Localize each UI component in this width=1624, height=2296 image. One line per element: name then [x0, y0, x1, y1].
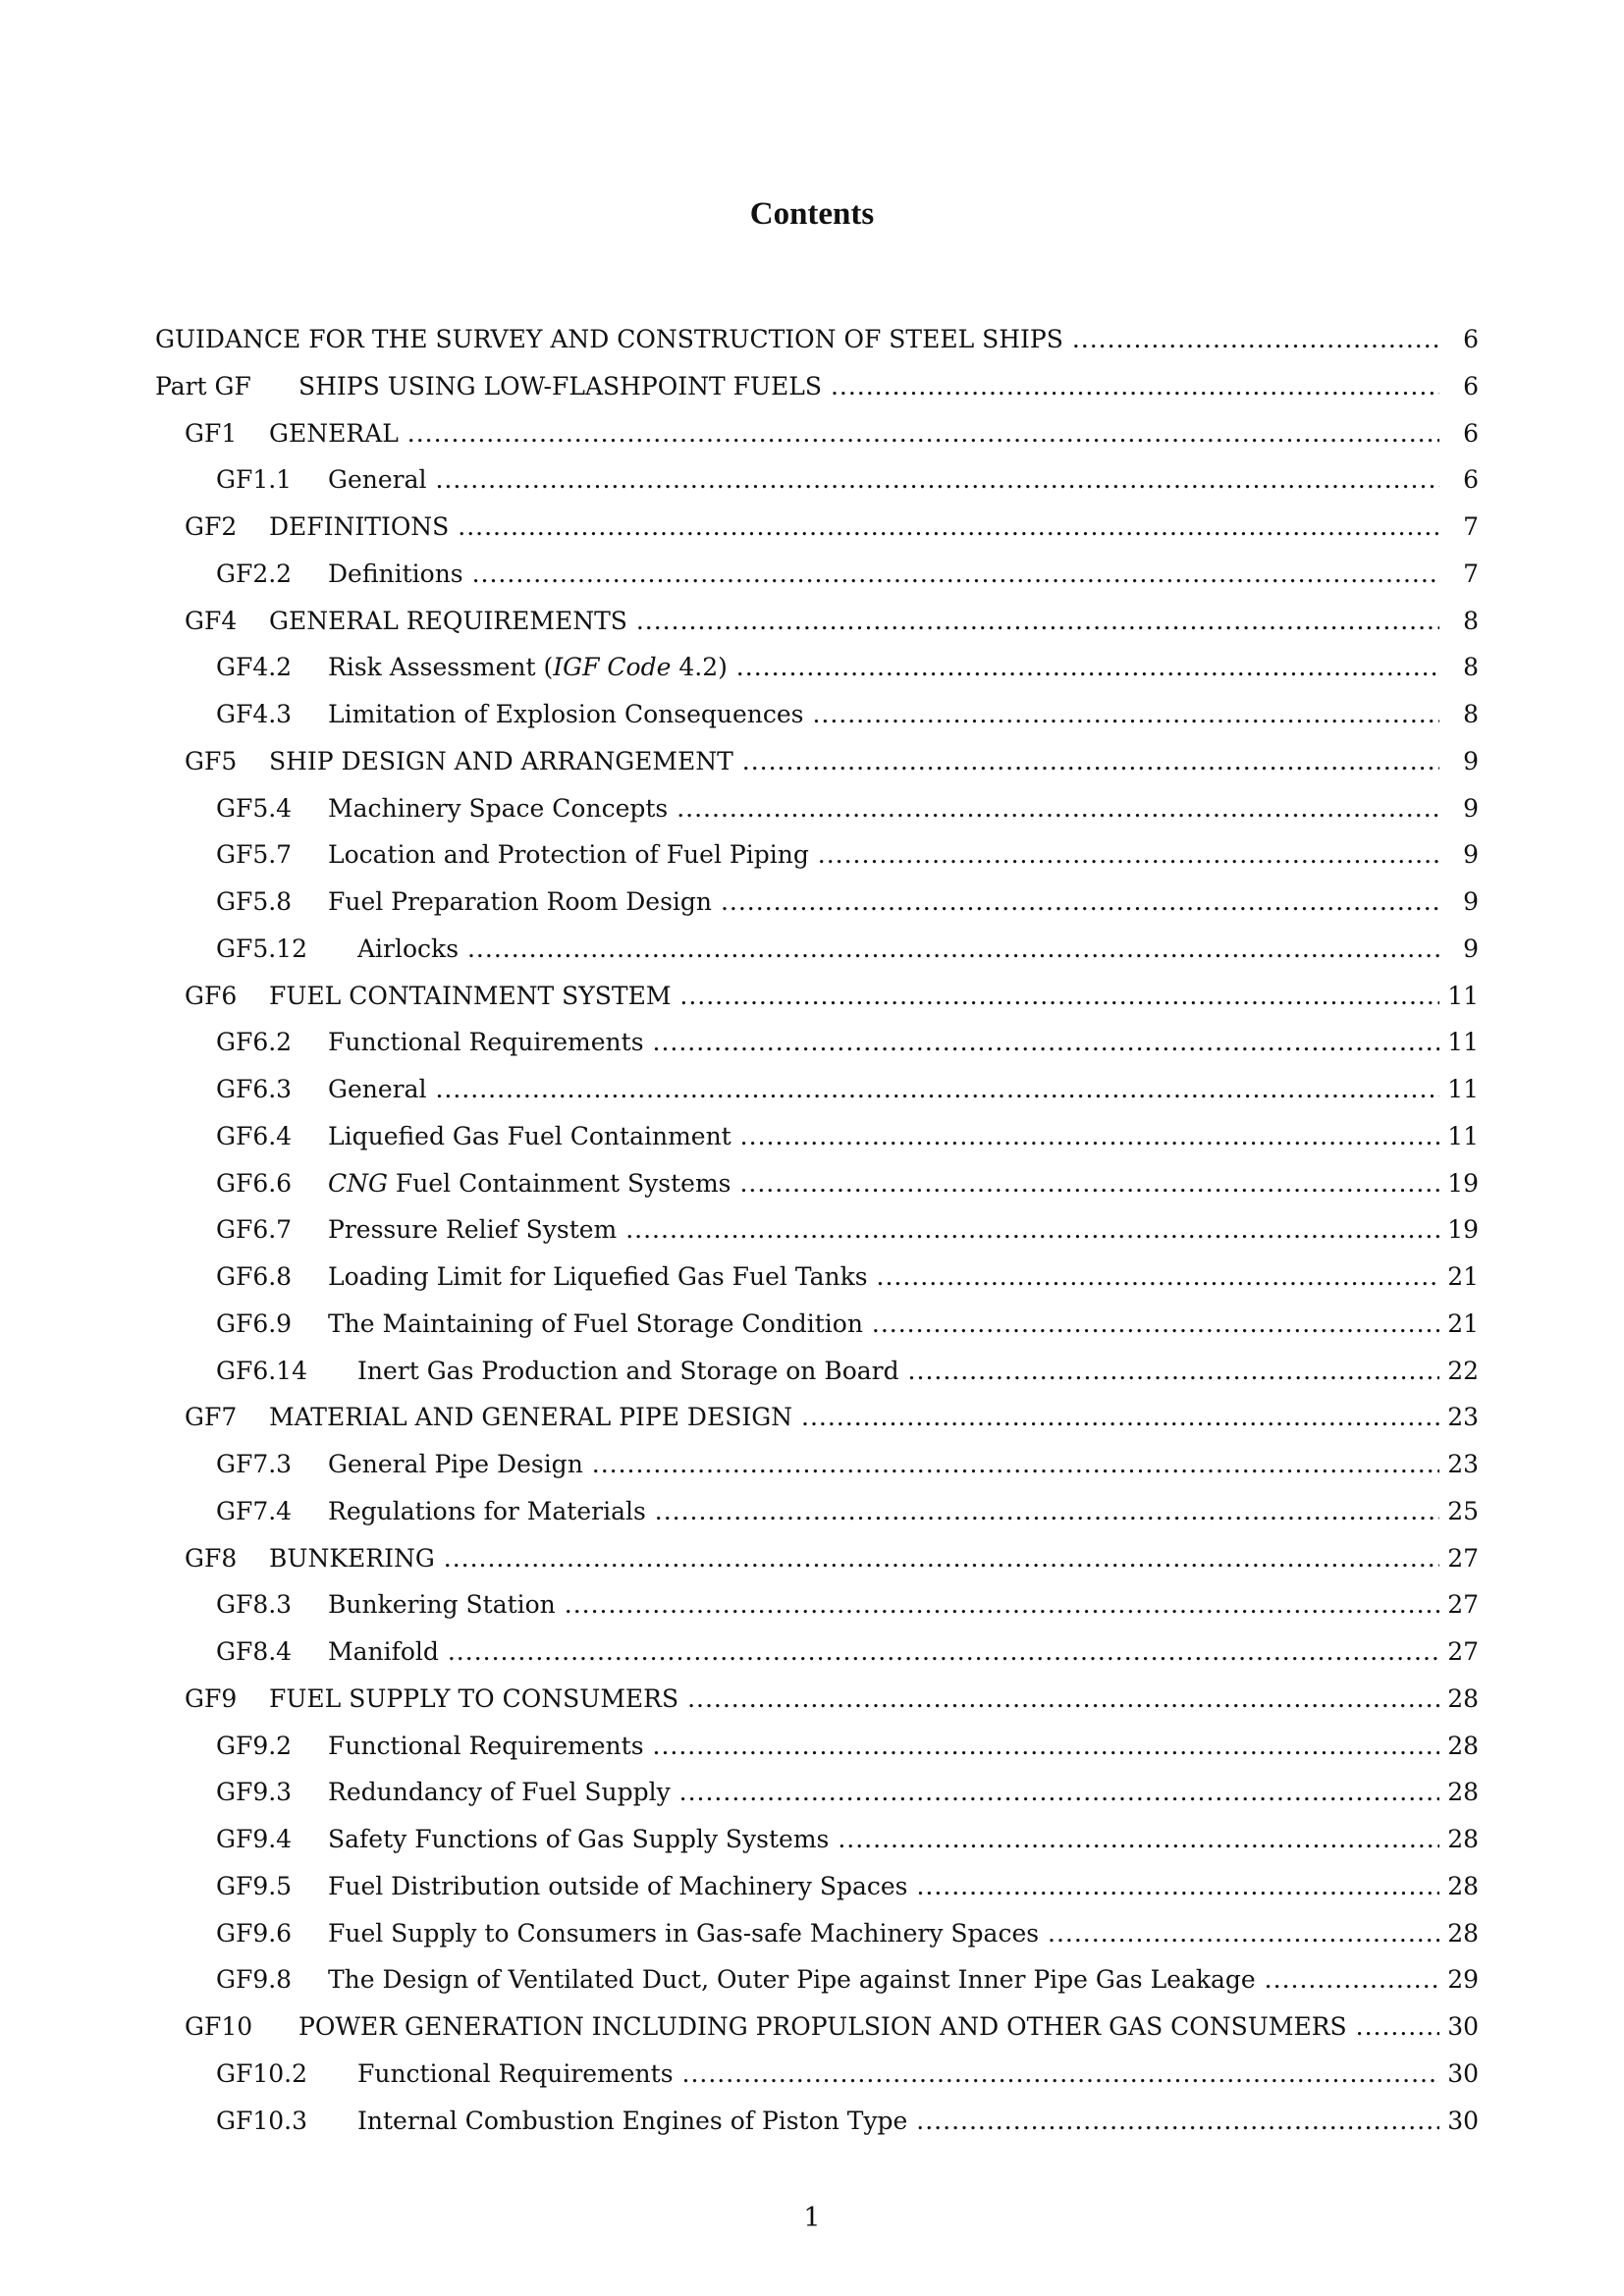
toc-entry-italic: IGF Code — [553, 653, 672, 682]
toc-entry-label — [185, 1394, 1439, 1441]
toc-entry-page: 6 — [1443, 316, 1479, 363]
toc-entry[interactable] — [155, 1301, 1479, 1348]
toc-entry[interactable] — [155, 1676, 1479, 1723]
toc-entry-page: 28 — [1443, 1863, 1479, 1910]
toc-entry-label — [216, 1441, 1439, 1488]
toc-entry-number: GF4.3 — [216, 700, 293, 728]
toc-entry[interactable] — [155, 1956, 1479, 2003]
toc-entry-page: 21 — [1443, 1254, 1479, 1301]
toc-entry-title: Location and Protection of Fuel Piping — [328, 840, 809, 870]
toc-entry-title: The Maintaining of Fuel Storage Condition — [328, 1308, 863, 1338]
toc-entry-page: 28 — [1443, 1910, 1479, 1957]
toc-entry-title: Fuel Preparation Room Design — [328, 887, 713, 916]
toc-entry-label — [216, 456, 1439, 504]
toc-entry-italic: CNG — [328, 1168, 388, 1198]
toc-entry[interactable] — [155, 1348, 1479, 1395]
toc-entry-page: 11 — [1443, 1113, 1479, 1160]
toc-entry-page: 7 — [1443, 551, 1479, 598]
toc-entry-title: Fuel Distribution outside of Machinery Spaces — [328, 1871, 908, 1900]
toc-entry-title: Fuel Supply to Consumers in Gas-safe Machinery Spaces — [328, 1918, 1040, 1948]
toc-entry-title: GENERAL — [269, 418, 399, 448]
toc-entry-number: GF9.4 — [216, 1825, 293, 1853]
toc-entry-number: GF2 — [185, 512, 238, 541]
toc-entry-page: 22 — [1443, 1348, 1479, 1395]
toc-entry-page: 28 — [1443, 1676, 1479, 1723]
page-number: 1 — [803, 2203, 821, 2233]
toc-entry-label — [216, 1863, 1439, 1910]
toc-entry-number: GF10 — [185, 2012, 253, 2041]
toc-entry-label — [216, 1581, 1439, 1629]
toc-entry-number: GF6.3 — [216, 1075, 293, 1103]
toc-entry-label — [185, 1535, 1439, 1582]
toc-entry-title: Manifold — [328, 1637, 439, 1666]
toc-entry-title: Limitation of Explosion Consequences — [328, 700, 804, 728]
toc-entry-title: BUNKERING — [269, 1543, 435, 1573]
toc-entry-title: Safety Functions of Gas Supply Systems — [328, 1825, 830, 1853]
toc-entry-label — [185, 738, 1439, 785]
toc-entry-label — [216, 1769, 1439, 1816]
toc-entry-number: GF1.1 — [216, 465, 293, 495]
toc-entry-number: GF4.2 — [216, 653, 293, 682]
toc-entry-label — [216, 1910, 1439, 1957]
toc-entry-title-tail: 4.2) — [671, 653, 728, 682]
toc-entry-title: Inert Gas Production and Storage on Board — [357, 1356, 899, 1385]
toc-entry-number: GF6.6 — [216, 1168, 293, 1198]
toc-entry-number: GF6.4 — [216, 1121, 293, 1150]
toc-entry-page: 6 — [1443, 410, 1479, 457]
toc-entry-title: Regulations for Materials — [328, 1496, 646, 1525]
toc-entry-title: SHIP DESIGN AND ARRANGEMENT — [269, 746, 733, 775]
toc-entry-page: 27 — [1443, 1535, 1479, 1582]
toc-entry[interactable] — [155, 363, 1479, 410]
toc-entry[interactable] — [155, 831, 1479, 879]
toc-entry-page: 9 — [1443, 831, 1479, 879]
toc-entry-page: 11 — [1443, 1066, 1479, 1113]
toc-entry-number: GF6 — [185, 981, 238, 1010]
toc-entry-number: GF6.7 — [216, 1215, 293, 1245]
toc-entry-label — [185, 598, 1439, 645]
toc-entry-number: GF9.8 — [216, 1965, 293, 1995]
toc-entry-number: GF7 — [185, 1403, 238, 1432]
toc-entry-page: 27 — [1443, 1581, 1479, 1629]
toc-entry[interactable] — [155, 598, 1479, 645]
toc-entry-label — [216, 551, 1439, 598]
toc-entry-title: POWER GENERATION INCLUDING PROPULSION AND OTHER GAS CONSUMERS — [298, 2012, 1347, 2041]
toc-entry-title: GENERAL REQUIREMENTS — [269, 606, 627, 635]
toc-entry-label — [216, 1723, 1439, 1770]
toc-entry-label — [216, 1348, 1439, 1395]
toc-entry-number: GF5 — [185, 746, 238, 775]
toc-entry-label — [216, 1066, 1439, 1113]
toc-entry[interactable] — [155, 1113, 1479, 1160]
toc-entry-number: GF4 — [185, 606, 238, 635]
toc-entry-title: GUIDANCE FOR THE SURVEY AND CONSTRUCTION OF STEEL SHIPS — [155, 325, 1063, 353]
toc-entry-label — [216, 785, 1439, 832]
toc-entry-page: 19 — [1443, 1206, 1479, 1254]
toc-entry-number: GF5.8 — [216, 887, 293, 916]
toc-entry[interactable] — [155, 1488, 1479, 1535]
toc-entry-title: General Pipe Design — [328, 1450, 583, 1478]
toc-entry-title: Risk Assessment ( — [328, 653, 554, 682]
toc-entry-label — [216, 644, 1439, 691]
toc-entry-label — [216, 691, 1439, 738]
toc-entry-page: 23 — [1443, 1394, 1479, 1441]
toc-entry-page: 19 — [1443, 1160, 1479, 1207]
toc-entry-page: 28 — [1443, 1816, 1479, 1863]
toc-entry-label — [216, 1206, 1439, 1254]
toc-entry-number: GF10.2 — [216, 2058, 307, 2088]
toc-entry-number: GF8.4 — [216, 1637, 293, 1666]
toc-entry-number: GF9.5 — [216, 1871, 293, 1900]
toc-entry-label — [216, 1816, 1439, 1863]
toc-entry-label — [185, 410, 1439, 457]
toc-entry-label — [216, 1301, 1439, 1348]
toc-entry-number: GF5.4 — [216, 793, 293, 823]
toc-entry[interactable] — [155, 1581, 1479, 1629]
toc-entry-title: SHIPS USING LOW-FLASHPOINT FUELS — [298, 371, 822, 400]
toc-entry[interactable] — [155, 1394, 1479, 1441]
toc-entry-title: Pressure Relief System — [328, 1215, 618, 1245]
toc-entry-number: GF7.4 — [216, 1496, 293, 1525]
toc-entry-page: 6 — [1443, 363, 1479, 410]
toc-entry-number: Part GF — [155, 371, 251, 400]
toc-entry-label — [216, 1019, 1439, 1066]
toc-entry[interactable] — [155, 644, 1479, 691]
toc-entry-title: Redundancy of Fuel Supply — [328, 1778, 671, 1807]
toc-entry-page: 8 — [1443, 691, 1479, 738]
toc-entry-page: 9 — [1443, 926, 1479, 973]
toc-entry[interactable] — [155, 2098, 1479, 2145]
toc-entry-title: Internal Combustion Engines of Piston Type — [357, 2106, 908, 2135]
toc-entry-number: GF7.3 — [216, 1450, 293, 1478]
toc-entry-label — [216, 1956, 1439, 2003]
toc-entry[interactable] — [155, 785, 1479, 832]
toc-entry-page: 8 — [1443, 598, 1479, 645]
toc-entry-page: 11 — [1443, 1019, 1479, 1066]
toc-entry-label — [216, 1113, 1439, 1160]
toc-entry-label — [185, 973, 1439, 1020]
toc-entry-number: GF9.2 — [216, 1731, 293, 1760]
toc-entry-title: Functional Requirements — [328, 1028, 644, 1057]
toc-entry-number: GF1 — [185, 418, 238, 448]
toc-entry-title: DEFINITIONS — [269, 512, 450, 541]
toc-entry[interactable] — [155, 1723, 1479, 1770]
toc-entry-label — [216, 1254, 1439, 1301]
toc-entry[interactable] — [155, 1206, 1479, 1254]
toc-entry-page: 30 — [1443, 2003, 1479, 2051]
toc-entry-page: 28 — [1443, 1769, 1479, 1816]
toc-entry-label — [216, 926, 1439, 973]
toc-entry-title: Definitions — [328, 559, 463, 588]
toc-entry-label — [155, 363, 1439, 410]
toc-entry-title: Functional Requirements — [357, 2058, 674, 2088]
toc-entry-label — [216, 1160, 1439, 1207]
toc-entry-page: 28 — [1443, 1723, 1479, 1770]
page-title: Contents — [749, 196, 875, 232]
toc-entry-label — [216, 1629, 1439, 1676]
toc-entry-label — [216, 2098, 1439, 2145]
toc-entry-number: GF5.12 — [216, 934, 307, 963]
toc-entry-title: Loading Limit for Liquefied Gas Fuel Tanks — [328, 1262, 868, 1291]
toc-entry[interactable] — [155, 879, 1479, 926]
toc-entry-label — [185, 1676, 1439, 1723]
toc-entry[interactable] — [155, 2003, 1479, 2051]
toc-entry-label — [185, 504, 1439, 551]
toc-entry[interactable] — [155, 1769, 1479, 1816]
table-of-contents — [155, 316, 1479, 2144]
toc-entry-number: GF9.6 — [216, 1918, 293, 1948]
toc-entry-label — [216, 1488, 1439, 1535]
toc-entry-title: Machinery Space Concepts — [328, 793, 669, 823]
toc-entry-title: General — [328, 1075, 427, 1103]
toc-entry-number: GF6.14 — [216, 1356, 307, 1385]
toc-entry-title: Liquefied Gas Fuel Containment — [328, 1121, 731, 1150]
toc-entry-page: 6 — [1443, 456, 1479, 504]
toc-entry-number: GF10.3 — [216, 2106, 307, 2135]
toc-entry[interactable] — [155, 2051, 1479, 2098]
toc-entry-page: 27 — [1443, 1629, 1479, 1676]
toc-entry[interactable] — [155, 504, 1479, 551]
toc-entry[interactable] — [155, 1863, 1479, 1910]
toc-entry-title: Functional Requirements — [328, 1731, 644, 1760]
toc-entry-number: GF5.7 — [216, 840, 293, 870]
toc-entry-page: 9 — [1443, 738, 1479, 785]
toc-entry-label — [216, 879, 1439, 926]
toc-entry[interactable] — [155, 1629, 1479, 1676]
toc-entry[interactable] — [155, 1535, 1479, 1582]
toc-entry[interactable] — [155, 456, 1479, 504]
toc-entry-page: 23 — [1443, 1441, 1479, 1488]
toc-entry-title: FUEL CONTAINMENT SYSTEM — [269, 981, 672, 1010]
toc-entry-title: FUEL SUPPLY TO CONSUMERS — [269, 1683, 679, 1713]
toc-entry[interactable] — [155, 1441, 1479, 1488]
toc-entry-number: GF2.2 — [216, 559, 293, 588]
toc-entry[interactable] — [155, 1816, 1479, 1863]
toc-entry-title: General — [328, 465, 427, 495]
toc-entry-page: 29 — [1443, 1956, 1479, 2003]
toc-entry-label — [216, 2051, 1439, 2098]
toc-entry[interactable] — [155, 551, 1479, 598]
toc-entry-page: 9 — [1443, 785, 1479, 832]
toc-entry[interactable] — [155, 410, 1479, 457]
toc-entry-label — [185, 2003, 1439, 2051]
toc-entry-number: GF8.3 — [216, 1590, 293, 1620]
toc-entry-title: Airlocks — [357, 934, 460, 963]
toc-entry[interactable] — [155, 973, 1479, 1020]
toc-entry-page: 7 — [1443, 504, 1479, 551]
toc-entry[interactable] — [155, 1160, 1479, 1207]
toc-entry-page: 8 — [1443, 644, 1479, 691]
toc-entry-label — [155, 316, 1439, 363]
toc-entry-number: GF6.9 — [216, 1308, 293, 1338]
toc-entry-page: 30 — [1443, 2098, 1479, 2145]
toc-entry[interactable] — [155, 691, 1479, 738]
toc-entry[interactable] — [155, 1254, 1479, 1301]
toc-entry[interactable] — [155, 738, 1479, 785]
toc-entry-title: Fuel Containment Systems — [387, 1168, 731, 1198]
toc-entry-title: MATERIAL AND GENERAL PIPE DESIGN — [269, 1403, 793, 1432]
toc-entry-number: GF8 — [185, 1543, 238, 1573]
toc-entry-page: 9 — [1443, 879, 1479, 926]
toc-entry[interactable] — [155, 1910, 1479, 1957]
toc-entry[interactable] — [155, 1066, 1479, 1113]
toc-entry-title: Bunkering Station — [328, 1590, 556, 1620]
toc-entry-page: 11 — [1443, 973, 1479, 1020]
toc-entry[interactable] — [155, 1019, 1479, 1066]
toc-entry-number: GF9 — [185, 1683, 238, 1713]
toc-entry-page: 21 — [1443, 1301, 1479, 1348]
toc-entry-number: GF6.2 — [216, 1028, 293, 1057]
toc-entry[interactable] — [155, 316, 1479, 363]
toc-entry-page: 25 — [1443, 1488, 1479, 1535]
toc-entry-title: The Design of Ventilated Duct, Outer Pipe against Inner Pipe Gas Leakage — [328, 1965, 1256, 1995]
toc-entry-number: GF9.3 — [216, 1778, 293, 1807]
toc-entry-number: GF6.8 — [216, 1262, 293, 1291]
toc-entry-page: 30 — [1443, 2051, 1479, 2098]
toc-entry[interactable] — [155, 926, 1479, 973]
toc-entry-label — [216, 831, 1439, 879]
